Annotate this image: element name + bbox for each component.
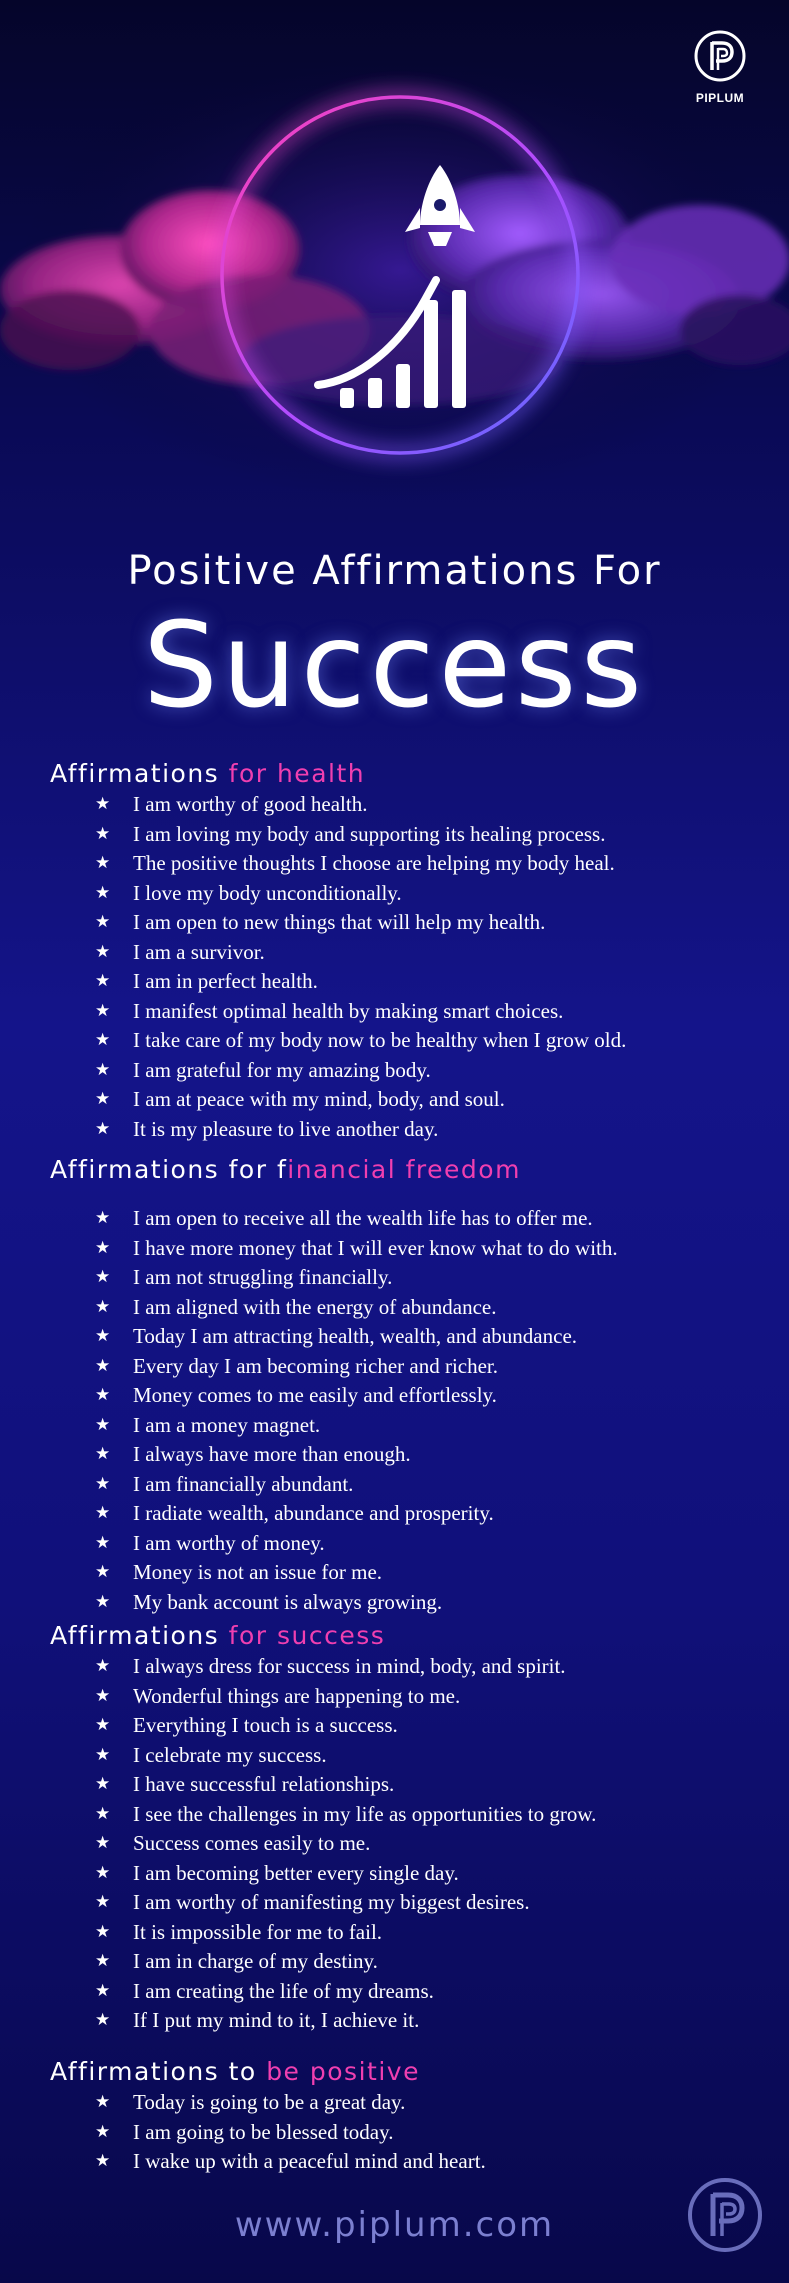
star-icon: ★ [95, 1385, 111, 1405]
section-be-positive [50, 2056, 770, 2177]
item-text: I am in charge of my destiny. [133, 1949, 378, 1973]
list-item [50, 2118, 770, 2148]
star-icon: ★ [95, 1355, 111, 1376]
star-icon: ★ [95, 1030, 111, 1050]
item-text: I am a survivor. [133, 939, 265, 964]
list-item [50, 2088, 770, 2118]
item-text: I always have more than enough. [133, 1442, 411, 1466]
item-text: I am worthy of money. [133, 1530, 325, 1555]
star-icon: ★ [95, 823, 111, 844]
item-text: The positive thoughts I choose are helping my body heal. [133, 851, 615, 875]
item-text: I am becoming better every single day. [133, 1860, 459, 1885]
list-item [50, 1682, 770, 1712]
star-icon: ★ [95, 1237, 111, 1258]
item-text: Today I am attracting health, wealth, and abundance. [133, 1324, 578, 1348]
star-icon: ★ [95, 2092, 111, 2112]
star-icon: ★ [95, 1414, 111, 1435]
heading-accent: be positive [266, 2057, 420, 2086]
item-text: If I put my mind to it, I achieve it. [133, 2008, 420, 2032]
section-heading [50, 1620, 770, 1652]
list-item [50, 1800, 770, 1830]
star-icon: ★ [95, 1118, 111, 1139]
heading-accent: for success [228, 1621, 386, 1650]
list-item [50, 1859, 770, 1889]
star-icon: ★ [95, 1089, 111, 1109]
list-item [50, 1741, 770, 1771]
star-icon: ★ [95, 1656, 111, 1676]
item-text: Everything I touch is a success. [133, 1713, 398, 1737]
website-link[interactable]: www.piplum.com [234, 2205, 555, 2245]
item-text: Money is not an issue for me. [133, 1560, 383, 1584]
star-icon: ★ [95, 1562, 111, 1582]
star-icon: ★ [95, 1892, 111, 1912]
list-item [50, 1918, 770, 1948]
list-item [50, 1888, 770, 1918]
list-item [50, 790, 770, 820]
star-icon: ★ [95, 1980, 111, 2001]
item-text: I am creating the life of my dreams. [133, 1978, 434, 2003]
title-line-1: Positive Affirmations For [127, 548, 662, 594]
list-item [50, 1652, 770, 1682]
section-heading [50, 758, 770, 790]
list-item [50, 879, 770, 909]
piplum-footer-logo-icon [686, 2176, 764, 2254]
section-health [50, 758, 770, 1144]
list-item [50, 1115, 770, 1145]
piplum-logo-icon [694, 30, 746, 82]
star-icon: ★ [95, 1921, 111, 1942]
item-text: My bank account is always growing. [133, 1589, 443, 1614]
item-text: I have successful relationships. [133, 1772, 395, 1796]
item-text: I wake up with a peaceful mind and heart. [133, 2149, 486, 2173]
star-icon: ★ [95, 1059, 111, 1080]
star-icon: ★ [95, 1685, 111, 1706]
affirmation-list [50, 790, 770, 1144]
item-text: I am going to be blessed today. [133, 2119, 394, 2144]
star-icon: ★ [95, 853, 111, 873]
affirmation-list [50, 1204, 770, 1617]
star-icon: ★ [95, 1000, 111, 1021]
item-text: I am loving my body and supporting its healing process. [133, 821, 606, 846]
item-text: I am open to receive all the wealth life has to offer me. [133, 1206, 593, 1230]
affirmation-list [50, 2088, 770, 2177]
item-text: Every day I am becoming richer and richer. [133, 1353, 499, 1378]
hero-illustration [0, 0, 789, 520]
list-item [50, 1322, 770, 1352]
item-text: I manifest optimal health by making smart choices. [133, 998, 564, 1023]
list-item [50, 820, 770, 850]
heading-accent: inancial freedom [287, 1155, 521, 1184]
item-text: I take care of my body now to be healthy when I grow old. [133, 1028, 627, 1052]
item-text: I am worthy of good health. [133, 792, 368, 816]
item-text: Wonderful things are happening to me. [133, 1683, 461, 1708]
title-line-2: Success [143, 596, 646, 734]
list-item [50, 2006, 770, 2036]
star-icon: ★ [95, 1208, 111, 1228]
list-item [50, 1499, 770, 1529]
list-item [50, 2147, 770, 2177]
star-icon: ★ [95, 1862, 111, 1883]
star-icon: ★ [95, 1715, 111, 1735]
item-text: I am a money magnet. [133, 1412, 321, 1437]
star-icon: ★ [95, 2010, 111, 2030]
item-text: I am aligned with the energy of abundance. [133, 1294, 497, 1319]
list-item [50, 1588, 770, 1618]
star-icon: ★ [95, 1744, 111, 1765]
list-item [50, 1085, 770, 1115]
list-item [50, 1558, 770, 1588]
section-heading [50, 1154, 770, 1186]
list-item [50, 1947, 770, 1977]
item-text: I radiate wealth, abundance and prosperity. [133, 1501, 494, 1525]
star-icon: ★ [95, 912, 111, 932]
item-text: It is my pleasure to live another day. [133, 1116, 439, 1141]
list-item [50, 1234, 770, 1264]
rocket-growth-illustration [0, 0, 789, 520]
star-icon: ★ [95, 1473, 111, 1494]
item-text: I celebrate my success. [133, 1742, 327, 1767]
item-text: Today is going to be a great day. [133, 2090, 406, 2114]
item-text: I am financially abundant. [133, 1471, 354, 1496]
section-success [50, 1620, 770, 2036]
list-item [50, 1829, 770, 1859]
star-icon: ★ [95, 971, 111, 991]
heading-text: Affirmations for f [50, 1155, 288, 1184]
item-text: I am grateful for my amazing body. [133, 1057, 431, 1082]
section-heading [50, 2056, 770, 2088]
star-icon: ★ [95, 1444, 111, 1464]
heading-text: Affirmations to [50, 2057, 267, 2086]
list-item [50, 1711, 770, 1741]
list-item [50, 1263, 770, 1293]
item-text: I always dress for success in mind, body, and spirit. [133, 1654, 566, 1678]
item-text: I love my body unconditionally. [133, 880, 402, 905]
list-item [50, 1056, 770, 1086]
star-icon: ★ [95, 941, 111, 962]
list-item [50, 1204, 770, 1234]
star-icon: ★ [95, 2121, 111, 2142]
list-item [50, 1440, 770, 1470]
list-item [50, 967, 770, 997]
heading-accent: for health [228, 759, 366, 788]
star-icon: ★ [95, 882, 111, 903]
item-text: I am open to new things that will help my health. [133, 910, 546, 934]
list-item [50, 1352, 770, 1382]
piplum-logo[interactable] [688, 30, 752, 105]
star-icon: ★ [95, 1267, 111, 1287]
star-icon: ★ [95, 1532, 111, 1553]
item-text: It is impossible for me to fail. [133, 1919, 383, 1944]
star-icon: ★ [95, 1503, 111, 1523]
star-icon: ★ [95, 2151, 111, 2171]
star-icon: ★ [95, 1296, 111, 1317]
star-icon: ★ [95, 1326, 111, 1346]
item-text: I am at peace with my mind, body, and soul. [133, 1087, 505, 1111]
star-icon: ★ [95, 1833, 111, 1853]
list-item [50, 1411, 770, 1441]
list-item [50, 997, 770, 1027]
list-item [50, 1293, 770, 1323]
list-item [50, 1977, 770, 2007]
section-financial-freedom [50, 1154, 770, 1617]
item-text: I have more money that I will ever know what to do with. [133, 1235, 618, 1260]
list-item [50, 1470, 770, 1500]
heading-text: Affirmations [50, 759, 229, 788]
heading-text: Affirmations [50, 1621, 229, 1650]
item-text: I am worthy of manifesting my biggest desires. [133, 1890, 530, 1914]
star-icon: ★ [95, 1803, 111, 1824]
list-item [50, 1529, 770, 1559]
list-item [50, 849, 770, 879]
item-text: I see the challenges in my life as opportunities to grow. [133, 1801, 597, 1826]
list-item [50, 1770, 770, 1800]
star-icon: ★ [95, 1591, 111, 1612]
affirmation-list [50, 1652, 770, 2036]
star-icon: ★ [95, 1774, 111, 1794]
item-text: I am in perfect health. [133, 969, 318, 993]
list-item [50, 1381, 770, 1411]
item-text: I am not struggling financially. [133, 1265, 393, 1289]
star-icon: ★ [95, 794, 111, 814]
list-item [50, 1026, 770, 1056]
item-text: Success comes easily to me. [133, 1831, 371, 1855]
brand-name: PIPLUM [695, 91, 745, 105]
star-icon: ★ [95, 1951, 111, 1971]
list-item [50, 938, 770, 968]
list-item [50, 908, 770, 938]
item-text: Money comes to me easily and effortlessly. [133, 1383, 497, 1407]
